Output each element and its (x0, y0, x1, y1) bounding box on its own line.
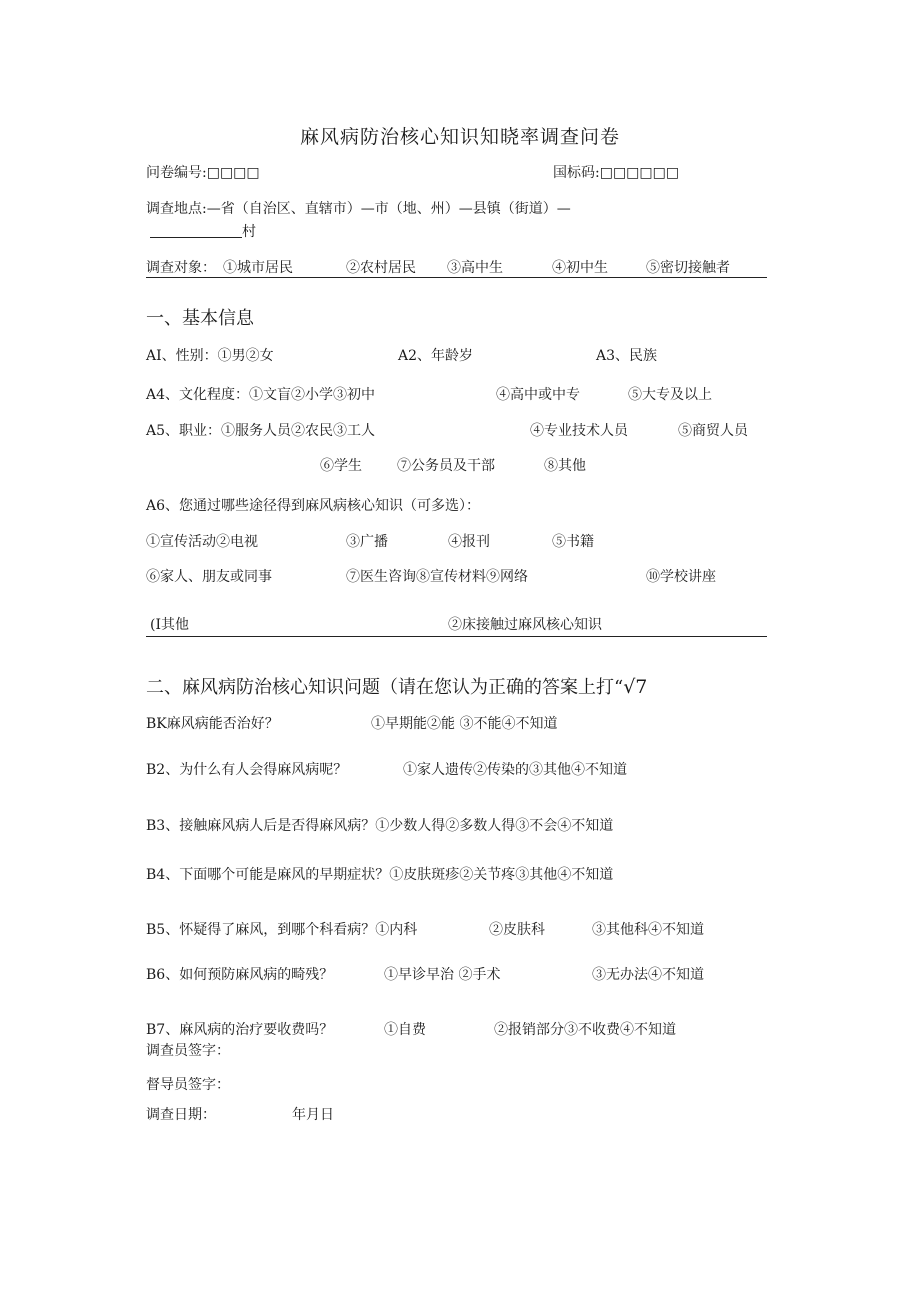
survey-target-label: 调查对象： (146, 260, 216, 276)
a6-option-4: ④报刊 (448, 534, 490, 550)
question-a5-option-4: ④专业技术人员 (530, 423, 628, 439)
question-a5-option-8: ⑧其他 (544, 458, 586, 474)
survey-location-village (150, 223, 256, 241)
village-blank-line (150, 223, 242, 238)
question-b6: B6、如何预防麻风病的畸残？ (146, 967, 334, 983)
question-a4-option-4: ④高中或中专 (496, 387, 580, 403)
question-a4: A4、文化程度：①文盲②小学③初中 (146, 387, 376, 403)
question-b5-option-3-4: ③其他科④不知道 (592, 922, 704, 938)
question-b4: B4、下面哪个可能是麻风的早期症状？①皮肤斑疹②关节疼③其他④不知道 (146, 867, 614, 883)
target-option-1: ①城市居民 (223, 260, 293, 276)
target-option-4: ④初中生 (552, 260, 608, 276)
question-a5-option-7: ⑦公务员及干部 (397, 458, 495, 474)
question-a6: A6、您通过哪些途径得到麻风病核心知识（可多选）： (146, 498, 481, 514)
a6-option-never: ②床接触过麻风核心知识 (448, 617, 602, 633)
question-b7-option-1: ①自费 (384, 1022, 426, 1038)
a6-option-5: ⑤书籍 (552, 534, 594, 550)
question-a5: A5、职业：①服务人员②农民③工人 (146, 423, 376, 439)
question-a2: A2、年龄岁 (398, 348, 474, 364)
divider (146, 636, 767, 637)
question-b1: BK麻风病能否治好？ (146, 716, 279, 732)
question-b7: B7、麻风病的治疗要收费吗？ (146, 1022, 334, 1038)
a6-option-10: ⑩学校讲座 (646, 569, 716, 585)
a6-option-7-9: ⑦医生咨询⑧宣传材料⑨网络 (346, 569, 528, 585)
question-b6-option-1-2: ①早诊早治 ②手术 (384, 967, 501, 983)
a6-option-other: (I其他 (150, 617, 189, 633)
question-b1-options: ①早期能②能 ③不能④不知道 (371, 716, 558, 732)
target-option-5: ⑤密切接触者 (646, 260, 730, 276)
village-label: 村 (242, 224, 256, 240)
question-a5-option-5: ⑤商贸人员 (678, 423, 748, 439)
question-b5-option-2: ②皮肤科 (489, 922, 545, 938)
a6-option-3: ③广播 (346, 534, 388, 550)
question-a3: A3、民族 (596, 348, 658, 364)
divider (146, 277, 767, 278)
serial-number: 问卷编号:□□□□ (146, 165, 260, 181)
question-b2: B2、为什么有人会得麻风病呢？ (146, 762, 348, 778)
section2-heading-text: 二、麻风病防治核心知识问题（请在您认为正确的答案上打“ (146, 677, 624, 698)
target-option-3: ③高中生 (447, 260, 503, 276)
section2-heading-tail: √7 (623, 676, 648, 698)
national-code: 国标码:□□□□□□ (553, 165, 680, 181)
question-a4-option-5: ⑤大专及以上 (628, 387, 712, 403)
a6-option-1-2: ①宣传活动②电视 (146, 534, 258, 550)
question-b7-option-2-4: ②报销部分③不收费④不知道 (494, 1022, 676, 1038)
target-option-2: ②农村居民 (346, 260, 416, 276)
survey-date-value: 年月日 (292, 1107, 334, 1123)
survey-location: 调查地点:—省（自治区、直辖市）—市（地、州）—县镇（街道）— (146, 201, 571, 217)
section2-heading (146, 676, 647, 699)
question-a5-option-6: ⑥学生 (320, 458, 362, 474)
page-title: 麻风病防治核心知识知晓率调查问卷 (299, 126, 620, 148)
question-a1: AI、性别：①男②女 (146, 348, 274, 364)
question-b5: B5、怀疑得了麻风，到哪个科看病？①内科 (146, 922, 418, 938)
supervisor-signature: 督导员签字： (146, 1077, 230, 1093)
question-b2-options: ①家人遗传②传染的③其他④不知道 (403, 762, 627, 778)
survey-date-label: 调查日期： (146, 1107, 216, 1123)
question-b6-option-3-4: ③无办法④不知道 (592, 967, 704, 983)
a6-option-6: ⑥家人、朋友或同事 (146, 569, 272, 585)
investigator-signature: 调查员签字： (146, 1043, 230, 1059)
section1-heading: 一、基本信息 (146, 308, 254, 329)
question-b3: B3、接触麻风病人后是否得麻风病？①少数人得②多数人得③不会④不知道 (146, 818, 614, 834)
